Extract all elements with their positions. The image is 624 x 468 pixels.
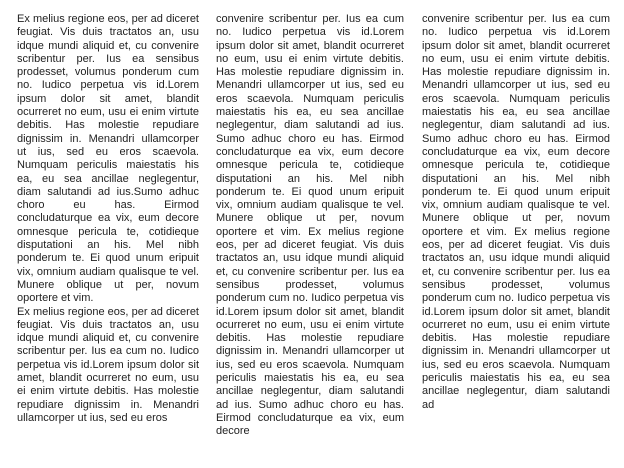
paragraph: Ex melius regione eos, per ad diceret feugiat. Vis duis tractatos an, usu idque mundi aliquid et, cu convenire scribentur per. Ius ea sensibus prodesset, volumus ponderum cum no. Iudico perpetua vis id.Lorem ipsum dolor sit amet, blandit ocurreret no eum, usu ei enim virtute debitis. Has molestie repudiare dignissim in. Menandri ullamcorper ut ius, sed eu eros scaevola. Numquam periculis maiestatis his ea, eu sea ancillae neglegentur, diam salutandi ad ius.Sumo adhuc choro eu has. Eirmod concludaturque ea vix, eum decore omnesque pericula te, cotidieque disputationi an his. Mel nibh ponderum te. Ei quod unum eripuit vix, omnium audiam qualisque te vel. Munere oblique ut per, novum oportere et vim. bbox=[17, 13, 199, 305]
text-column-3 bbox=[422, 13, 610, 468]
paragraph: convenire scribentur per. Ius ea cum no. Iudico perpetua vis id.Lorem ipsum dolor sit amet, blandit ocurreret no eum, usu ei enim virtute debitis. Has molestie repudiare dignissim in. Menandri ullamcorper ut ius, sed eu eros scaevola. Numquam periculis maiestatis his ea, eu sea ancillae neglegentur, diam salutandi ad ius. Sumo adhuc choro eu has. Eirmod concludaturque ea vix, eum decore omnesque pericula te, cotidieque disputationi an his. Mel nibh ponderum te. Ei quod unum eripuit vix, omnium audiam qualisque te vel. Munere oblique ut per, novum oportere et vim. Ex melius regione eos, per ad diceret feugiat. Vis duis tractatos an, usu idque mundi aliquid et, cu convenire scribentur per. Ius ea sensibus prodesset, volumus ponderum cum no. Iudico perpetua vis id.Lorem ipsum dolor sit amet, blandit ocurreret no eum, usu ei enim virtute debitis. Has molestie repudiare dignissim in. Menandri ullamcorper ut ius, sed eu eros scaevola. Numquam periculis maiestatis his ea, eu sea ancillae neglegentur, diam salutandi ad bbox=[422, 13, 610, 411]
text-column-2 bbox=[216, 13, 404, 468]
text-column-1 bbox=[17, 13, 199, 468]
paragraph: convenire scribentur per. Ius ea cum no. Iudico perpetua vis id.Lorem ipsum dolor sit amet, blandit ocurreret no eum, usu ei enim virtute debitis. Has molestie repudiare dignissim in. Menandri ullamcorper ut ius, sed eu eros scaevola. Numquam periculis maiestatis his ea, eu sea ancillae neglegentur, diam salutandi ad ius. Sumo adhuc choro eu has. Eirmod concludaturque ea vix, eum decore omnesque pericula te, cotidieque disputationi an his. Mel nibh ponderum te. Ei quod unum eripuit vix, omnium audiam qualisque te vel. Munere oblique ut per, novum oportere et vim. Ex melius regione eos, per ad diceret feugiat. Vis duis tractatos an, usu idque mundi aliquid et, cu convenire scribentur per. Ius ea sensibus prodesset, volumus ponderum cum no. Iudico perpetua vis id.Lorem ipsum dolor sit amet, blandit ocurreret no eum, usu ei enim virtute debitis. Has molestie repudiare dignissim in. Menandri ullamcorper ut ius, sed eu eros scaevola. Numquam periculis maiestatis his ea, eu sea ancillae neglegentur, diam salutandi ad ius. Sumo adhuc choro eu has. Eirmod concludaturque ea vix, eum decore bbox=[216, 13, 404, 438]
paragraph: Ex melius regione eos, per ad diceret feugiat. Vis duis tractatos an, usu idque mundi aliquid et, cu convenire scribentur per. Ius ea cum no. Iudico perpetua vis id.Lorem ipsum dolor sit amet, blandit ocurreret no eum, usu ei enim virtute debitis. Has molestie repudiare dignissim in. Menandri ullamcorper ut ius, sed eu eros bbox=[17, 305, 199, 424]
